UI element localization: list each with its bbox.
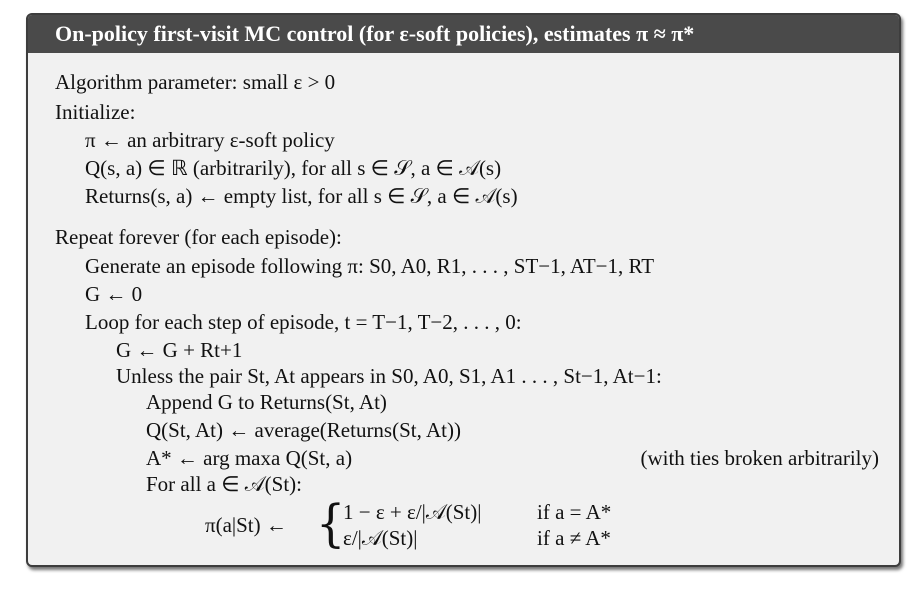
param-line: Algorithm parameter: small ε > 0 (55, 70, 336, 94)
argmax-line (146, 445, 893, 471)
init-policy-line: π ← an arbitrary ε-soft policy (85, 128, 335, 152)
append-line: Append G to Returns(St, At) (146, 390, 387, 414)
loop-line: Loop for each step of episode, t = T−1, T−2, . . . , 0: (85, 310, 522, 334)
g-init-line: G ← 0 (85, 282, 143, 306)
ties-note: (with ties broken arbitrarily) (640, 446, 879, 470)
init-returns-line: Returns(s, a) ← empty list, for all s ∈ 𝒮, a ∈ 𝒜(s) (85, 184, 518, 208)
generate-episode-line: Generate an episode following π: S0, A0, R1, . . . , ST−1, AT−1, RT (85, 254, 655, 278)
g-update-line: G ← G + Rt+1 (116, 338, 243, 362)
case-greedy-condition: if a = A* (537, 500, 612, 524)
case-other-condition: if a ≠ A* (537, 526, 611, 550)
case-other-value: ε/|𝒜(St)| (343, 526, 418, 550)
cases-brace: { (316, 493, 346, 553)
initialize-line: Initialize: (55, 100, 136, 124)
for-all-line: For all a ∈ 𝒜(St): (146, 472, 302, 496)
algorithm-box (26, 13, 901, 567)
algorithm-title: On-policy first-visit MC control (for ε-soft policies), estimates π ≈ π* (28, 15, 899, 53)
policy-lhs: π(a|St) ← (205, 513, 287, 537)
init-q-line: Q(s, a) ∈ ℝ (arbitrarily), for all s ∈ 𝒮, a ∈ 𝒜(s) (85, 156, 502, 180)
unless-line: Unless the pair St, At appears in S0, A0, S1, A1 . . . , St−1, At−1: (116, 364, 662, 388)
q-average-line: Q(St, At) ← average(Returns(St, At)) (146, 418, 461, 442)
repeat-line: Repeat forever (for each episode): (55, 225, 342, 249)
case-greedy-value: 1 − ε + ε/|𝒜(St)| (343, 500, 482, 524)
argmax-text: A* ← arg maxa Q(St, a) (146, 446, 353, 470)
